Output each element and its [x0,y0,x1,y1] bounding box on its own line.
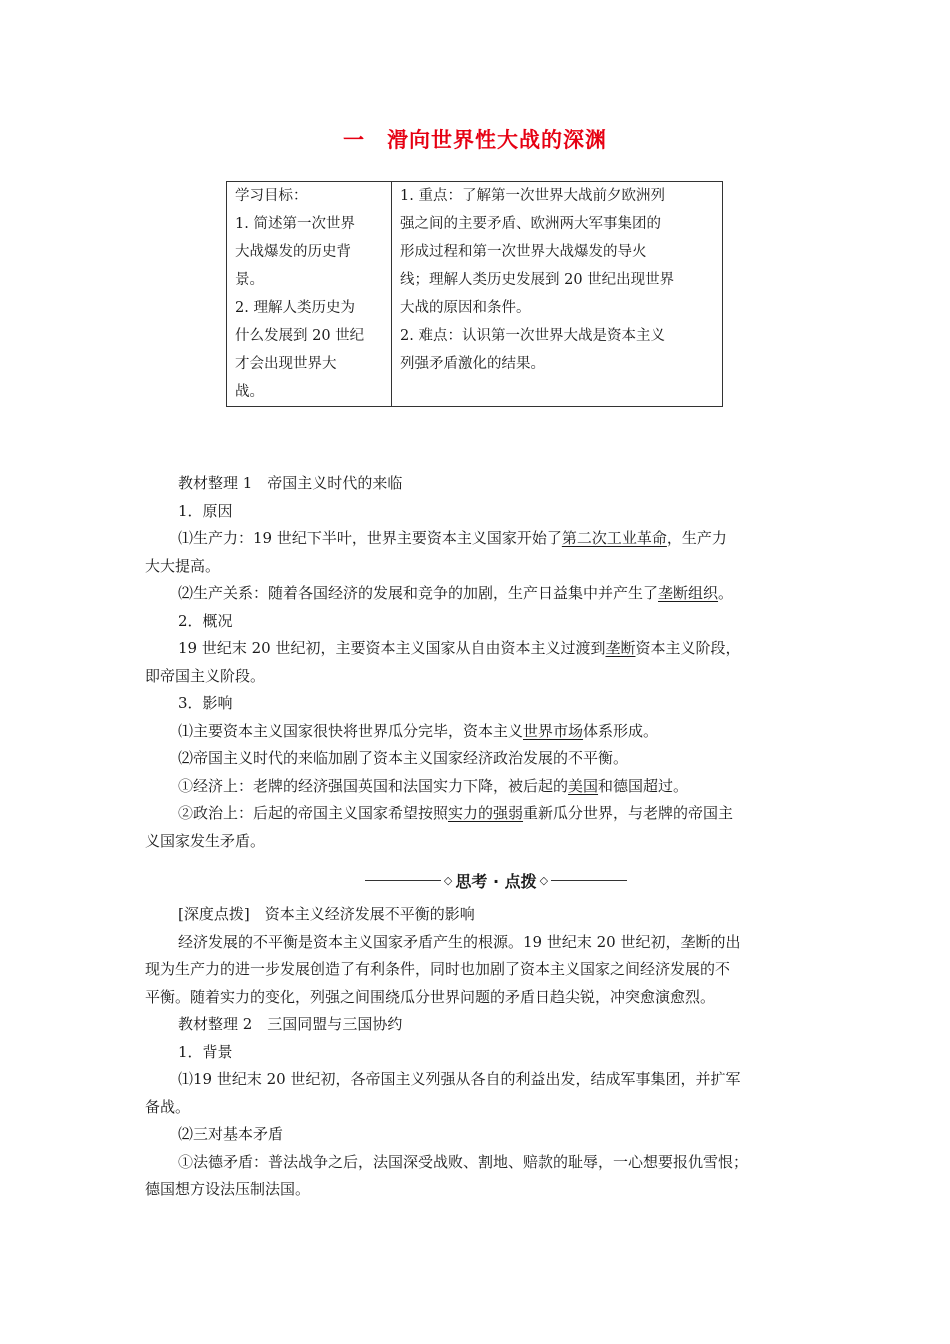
answer-blank: 世界市场 [523,721,584,740]
divider-rule-left [365,880,441,881]
paragraph: ⑴生产力：19 世纪下半叶，世界主要资本主义国家开始了第二次工业革命，生产力 [178,529,727,547]
paragraph-continued: 义国家发生矛盾。 [145,831,266,850]
insight-heading: [深度点拨] 资本主义经济发展不平衡的影响 [178,905,475,923]
objective-line: 2. 理解人类历史为 [235,300,355,316]
objectives-header: 学习目标： [235,188,308,204]
section-1 [145,470,809,855]
objective-line: 景。 [235,272,264,288]
key-point-line: 列强矛盾激化的结果。 [400,356,545,372]
paragraph-continued: 德国想方设法压制法国。 [145,1180,311,1198]
paragraph: ②政治上：后起的帝国主义国家希望按照实力的强弱重新瓜分世界，与老牌的帝国主 [178,804,734,822]
paragraph: ⑵生产关系：随着各国经济的发展和竞争的加剧，生产日益集中并产生了垄断组织。 [178,584,734,602]
objectives-left-cell [227,182,392,407]
section-heading: 教材整理 2 三国同盟与三国协约 [178,1015,403,1033]
paragraph: 19 世纪末 20 世纪初，主要资本主义国家从自由资本主义过渡到垄断资本主义阶段， [178,639,741,657]
subheading-cause: 1．原因 [178,501,233,520]
paragraph: ①经济上：老牌的经济强国英国和法国实力下降，被后起的美国和德国超过。 [178,776,689,795]
page-title: 一 滑向世界性大战的深渊 [343,128,607,152]
subheading-impact: 3．影响 [178,694,233,712]
objectives-right-cell [392,182,723,407]
paragraph: ⑵帝国主义时代的来临加剧了资本主义国家经济政治发展的不平衡。 [178,749,629,767]
paragraph-continued: 现为生产力的进一步发展创造了有利条件，同时也加剧了资本主义国家之间经济发展的不 [145,960,731,978]
diamond-icon: ◇ [443,873,453,887]
diamond-icon: ◇ [539,873,549,887]
insight-block [145,901,809,1204]
answer-blank: 垄断组织 [658,584,719,602]
paragraph: ⑴19 世纪末 20 世纪初，各帝国主义列强从各自的利益出发，结成军事集团，并扩军 [178,1070,741,1088]
answer-blank: 美国 [568,776,599,795]
objective-line: 大战爆发的历史背 [235,244,351,260]
paragraph: ⑵三对基本矛盾 [178,1125,284,1143]
paragraph-continued: 平衡。随着实力的变化，列强之间围绕瓜分世界问题的矛盾日趋尖锐，冲突愈演愈烈。 [145,987,716,1006]
subheading-overview: 2．概况 [178,611,233,630]
objective-line: 战。 [235,384,264,400]
paragraph-continued: 备战。 [145,1097,191,1116]
think-divider [365,866,627,894]
key-point-line: 1. 重点：了解第一次世界大战前夕欧洲列 [400,188,665,204]
objective-line: 才会出现世界大 [235,356,337,372]
paragraph: ①法德矛盾：普法战争之后，法国深受战败、割地、赔款的耻辱，一心想要报仇雪恨； [178,1152,749,1171]
answer-blank: 第二次工业革命 [561,529,667,547]
key-point-line: 2. 难点：认识第一次世界大战是资本主义 [400,328,665,344]
paragraph: 经济发展的不平衡是资本主义国家矛盾产生的根源。19 世纪末 20 世纪初，垄断的出 [178,932,741,951]
divider-label: 思考 · 点拨 [455,871,537,891]
section-heading: 教材整理 1 帝国主义时代的来临 [178,474,403,492]
key-point-line: 大战的原因和条件。 [400,300,531,316]
key-point-line: 线；理解人类历史发展到 20 世纪出现世界 [400,272,675,288]
objective-line: 什么发展到 20 世纪 [235,328,365,344]
key-point-line: 形成过程和第一次世界大战爆发的导火 [400,244,647,260]
answer-blank: 垄断 [605,639,636,657]
answer-blank: 实力的强弱 [448,804,524,822]
paragraph: ⑴主要资本主义国家很快将世界瓜分完毕，资本主义世界市场体系形成。 [178,721,659,740]
subheading-background: 1．背景 [178,1042,233,1061]
learning-objectives-table [226,181,723,407]
objective-line: 1. 简述第一次世界 [235,216,355,232]
paragraph-continued: 大大提高。 [145,556,221,575]
key-point-line: 强之间的主要矛盾、欧洲两大军事集团的 [400,216,661,232]
paragraph-continued: 即帝国主义阶段。 [145,666,266,685]
divider-rule-right [551,880,627,881]
